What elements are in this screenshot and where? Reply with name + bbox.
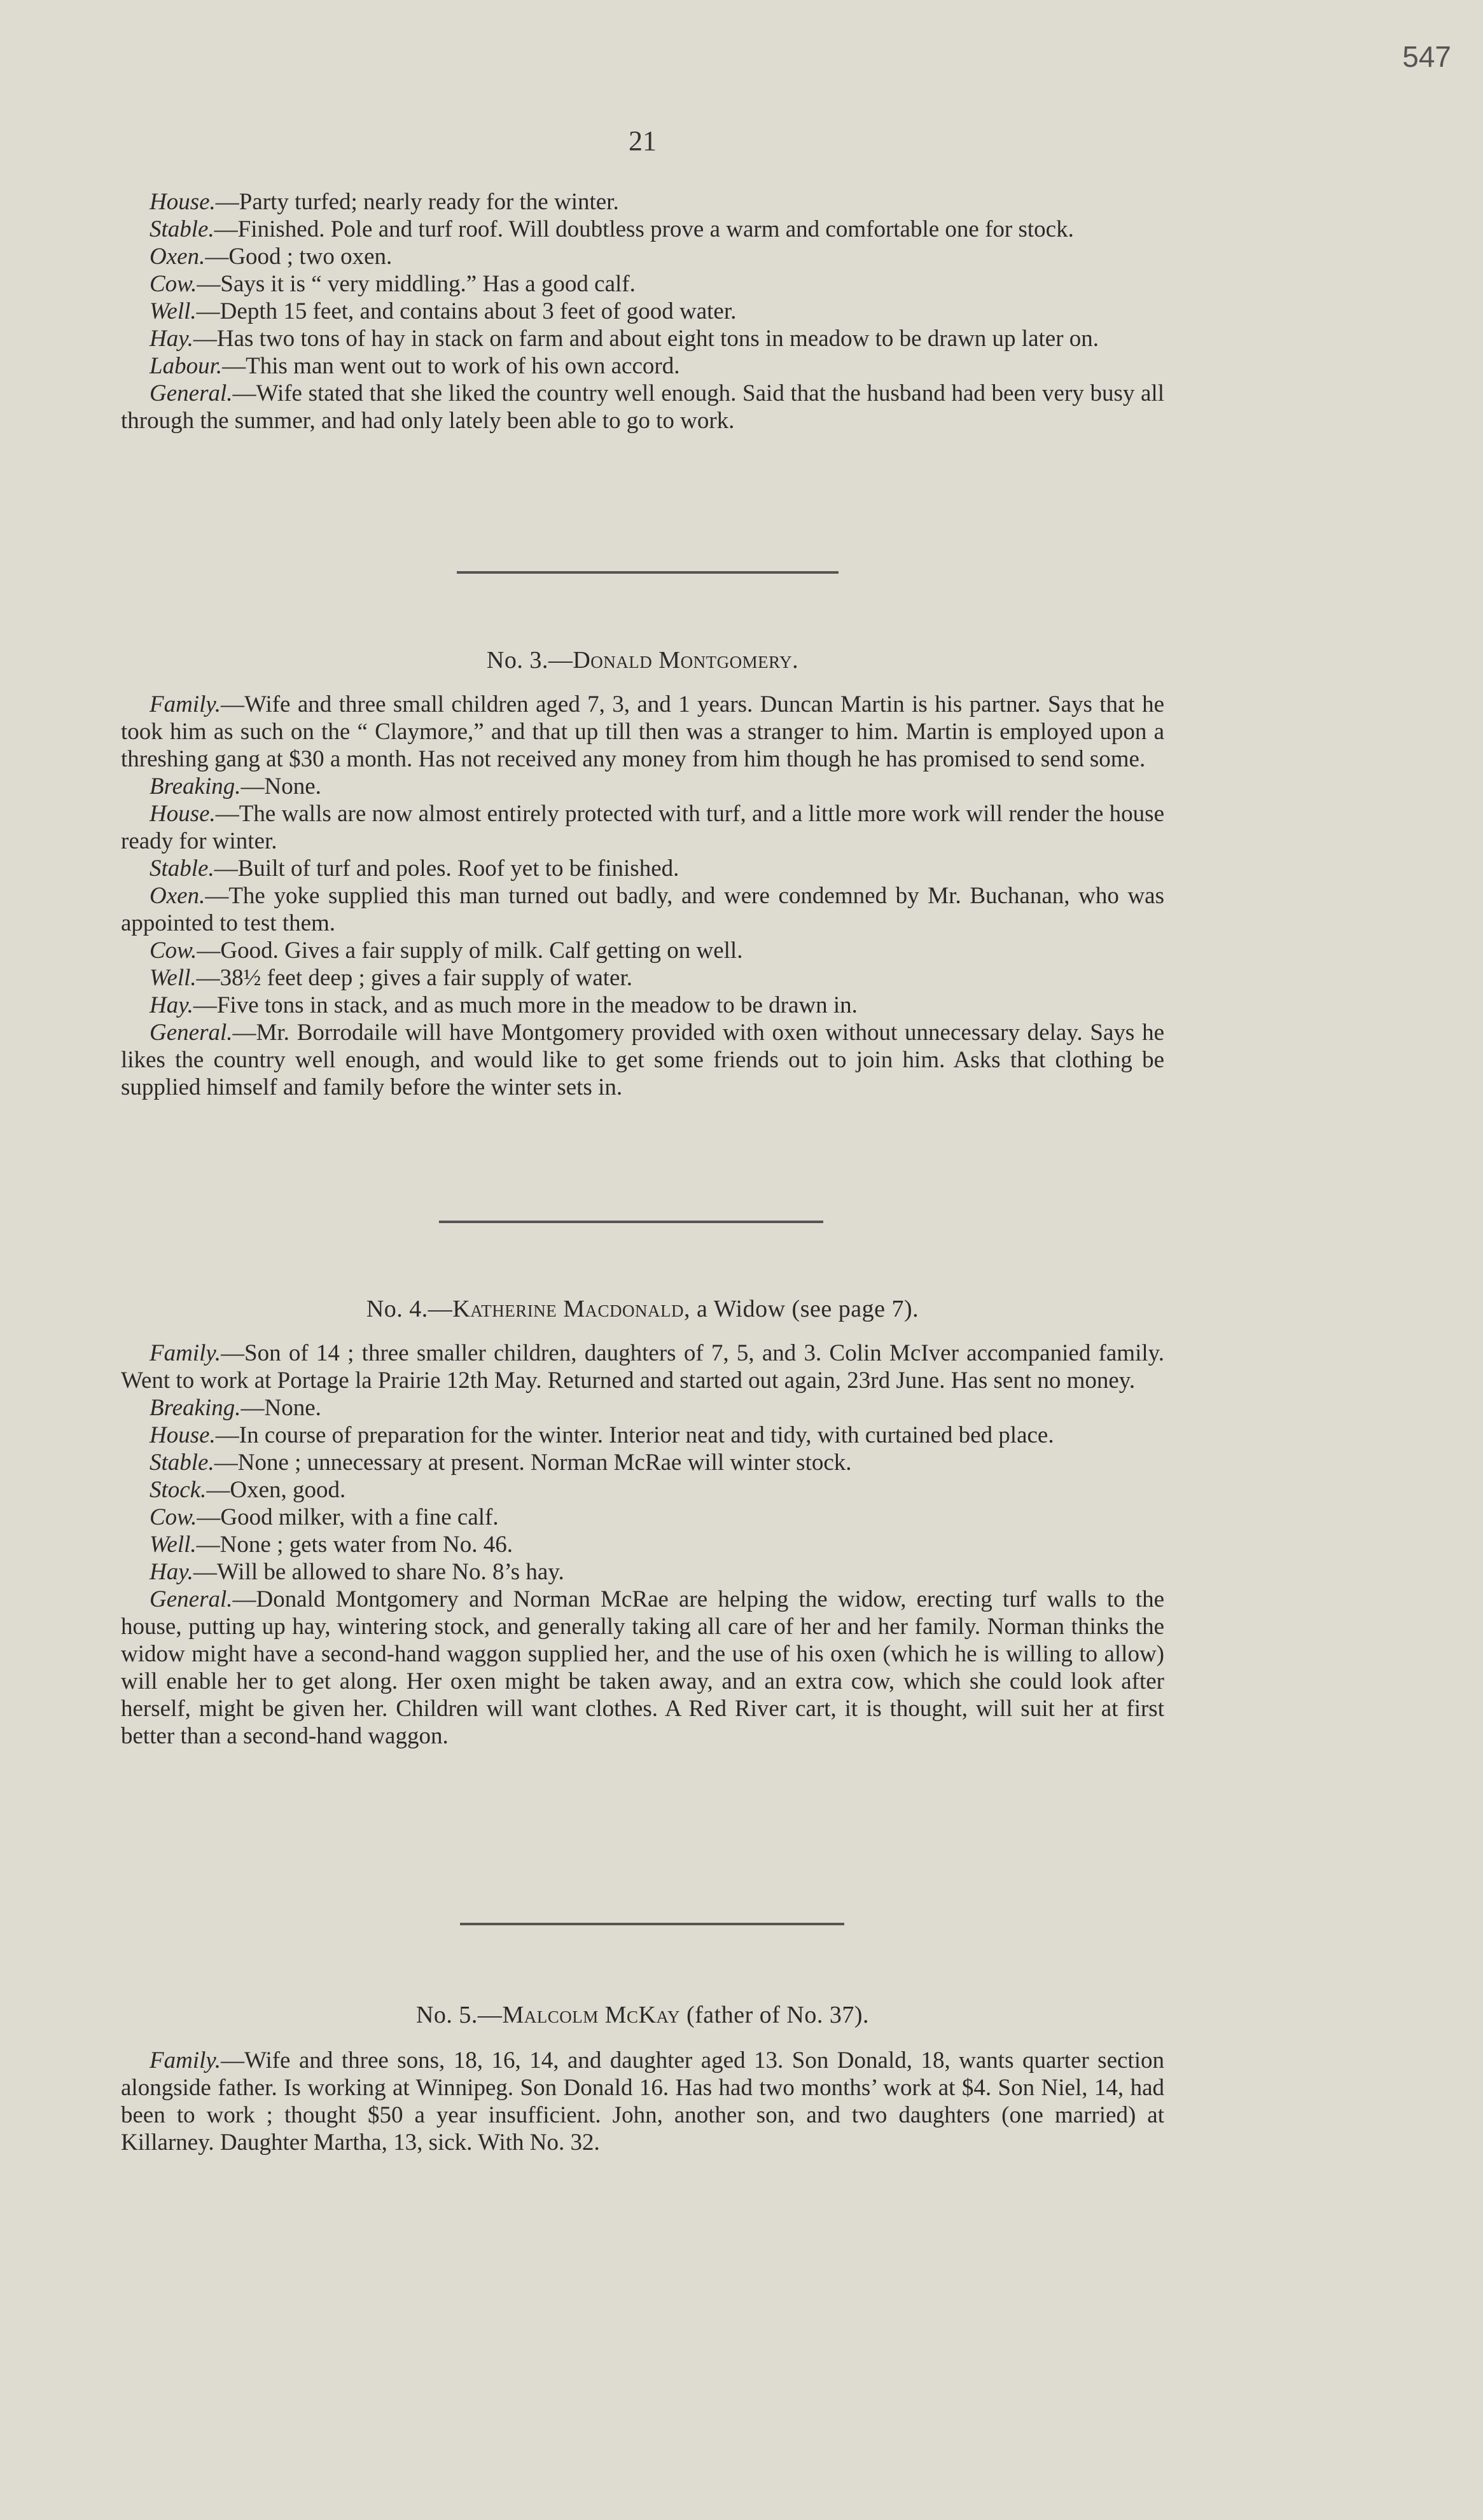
entry-field: Cow. [150, 271, 197, 297]
section-divider [457, 571, 839, 574]
section-no-5 [121, 2047, 1164, 2156]
entry-field: Family. [150, 691, 221, 717]
entry-stable [121, 216, 1164, 243]
heading-prefix: No. 5.— [415, 2002, 503, 2028]
section-divider [439, 1221, 823, 1223]
entry-text: —Five tons in stack, and as much more in the meadow to be drawn in. [193, 992, 858, 1018]
entry-hay [121, 325, 1164, 352]
entry-text: —Wife and three sons, 18, 16, 14, and daughter aged 13. Son Donald, 18, wants quarter section alongside father. Is working at Winnipeg. Son Donald 16. Has had two months’ work at $4. Son Niel, 14, had been to work ; thought $50 a year insufficient. John, another son, and two daughters (one married) at Killarney. Daughter Martha, 13, sick. With No. 32. [121, 2047, 1164, 2156]
entry-text: —Has two tons of hay in stack on farm and about eight tons in meadow to be drawn up later on. [193, 326, 1099, 352]
archive-page-number: 547 [1402, 40, 1451, 73]
entry-hay [121, 992, 1164, 1019]
entry-text: —Will be allowed to share No. 8’s hay. [193, 1559, 564, 1585]
entry-text: —Built of turf and poles. Roof yet to be finished. [214, 855, 679, 882]
entry-text: —None ; gets water from No. 46. [196, 1532, 513, 1558]
section-heading-no-4 [121, 1295, 1164, 1323]
entry-text: —Good milker, with a fine calf. [197, 1504, 499, 1530]
entry-text: —Good ; two oxen. [205, 244, 393, 270]
entry-text: —Mr. Borrodaile will have Montgomery provided with oxen without unnecessary delay. Says he likes the country well enough, and would like to get some friends out to join him. Asks that clothing be supplied himself and family before the winter sets in. [121, 1020, 1164, 1100]
entry-oxen [121, 243, 1164, 270]
entry-stable [121, 855, 1164, 882]
entry-text: —Party turfed; nearly ready for the winter. [215, 189, 619, 215]
heading-suffix: a Widow (see page 7). [690, 1296, 919, 1322]
section-divider [460, 1923, 844, 1925]
entry-text: —Finished. Pole and turf roof. Will doubtless prove a warm and comfortable one for stock. [214, 216, 1074, 242]
entry-field: General. [150, 1586, 233, 1612]
entry-field: House. [150, 801, 216, 827]
entry-field: Stable. [150, 855, 214, 882]
entry-cow [121, 270, 1164, 298]
entry-text: —This man went out to work of his own accord. [222, 353, 680, 379]
entry-text: —Good. Gives a fair supply of milk. Calf getting on well. [197, 938, 743, 964]
entry-field: Well. [150, 965, 197, 991]
section-heading-no-5 [121, 2001, 1164, 2029]
entry-general [121, 1586, 1164, 1750]
entry-field: Breaking. [150, 1395, 241, 1421]
entry-text: —Depth 15 feet, and contains about 3 feet of good water. [196, 298, 737, 324]
entry-field: Stable. [150, 1450, 214, 1476]
entry-text: —Wife and three small children aged 7, 3, and 1 years. Duncan Martin is his partner. Says that he took him as such on the “ Claymore,” and that up till then was a stranger to him. Martin is employed upon a threshing gang at $30 a month. Has not received any money from him though he has promised to send some. [121, 691, 1164, 772]
entry-text: —None. [240, 773, 321, 800]
entry-field: Family. [150, 2047, 221, 2073]
entry-well [121, 964, 1164, 992]
section-no-4 [121, 1340, 1164, 1750]
entry-well [121, 298, 1164, 325]
entry-field: General. [150, 380, 233, 406]
heading-name: Donald Montgomery. [573, 647, 799, 674]
page-number: 21 [629, 125, 657, 156]
heading-prefix: No. 4.— [366, 1296, 453, 1322]
entry-field: Oxen. [150, 883, 205, 909]
entry-family [121, 1340, 1164, 1394]
entry-text: —Donald Montgomery and Norman McRae are helping the widow, erecting turf walls to the house, putting up hay, wintering stock, and generally taking all care of her and her family. Norman thinks the widow might have a second-hand waggon supplied her, and the use of his oxen (which he is willing to allow) will enable her to get along. Her oxen might be taken away, and an extra cow, which she could look after herself, might be given her. Children will want clothes. A Red River cart, it is thought, will suit her at first better than a second-hand waggon. [121, 1586, 1164, 1749]
section-no-3 [121, 691, 1164, 1101]
entry-field: Cow. [150, 1504, 197, 1530]
entry-field: General. [150, 1020, 233, 1046]
entry-general [121, 380, 1164, 434]
entry-text: —The walls are now almost entirely protected with turf, and a little more work will render the house ready for winter. [121, 801, 1164, 854]
heading-prefix: No. 3.— [486, 647, 573, 674]
entry-text: —None. [240, 1395, 321, 1421]
entry-family [121, 691, 1164, 773]
entry-well [121, 1531, 1164, 1558]
section-top [121, 188, 1164, 434]
entry-field: Stable. [150, 216, 214, 242]
entry-house [121, 1422, 1164, 1449]
entry-field: House. [150, 189, 216, 215]
entry-stable [121, 1449, 1164, 1476]
entry-cow [121, 1504, 1164, 1531]
heading-name: Katherine Macdonald, [452, 1296, 691, 1322]
entry-text: —Says it is “ very middling.” Has a good calf. [197, 271, 636, 297]
entry-field: Hay. [150, 1559, 193, 1585]
entry-stock [121, 1476, 1164, 1504]
entry-text: —The yoke supplied this man turned out badly, and were condemned by Mr. Buchanan, who was appointed to test them. [121, 883, 1164, 936]
entry-hay [121, 1558, 1164, 1586]
entry-breaking [121, 773, 1164, 800]
entry-labour [121, 352, 1164, 380]
entry-field: Cow. [150, 938, 197, 964]
heading-name: Malcolm McKay [502, 2002, 680, 2028]
entry-text: —Wife stated that she liked the country well enough. Said that the husband had been very busy all through the summer, and had only lately been able to go to work. [121, 380, 1164, 434]
entry-breaking [121, 1394, 1164, 1422]
entry-text: —None ; unnecessary at present. Norman McRae will winter stock. [214, 1450, 852, 1476]
entry-oxen [121, 882, 1164, 937]
entry-text: —In course of preparation for the winter. Interior neat and tidy, with curtained bed place. [215, 1422, 1054, 1448]
heading-suffix: (father of No. 37). [679, 2002, 869, 2028]
entry-field: Stock. [150, 1477, 207, 1503]
entry-field: Well. [150, 298, 197, 324]
entry-field: Well. [150, 1532, 197, 1558]
entry-house [121, 800, 1164, 855]
entry-general [121, 1019, 1164, 1101]
section-heading-no-3 [121, 646, 1164, 674]
entry-field: Hay. [150, 992, 193, 1018]
entry-field: Family. [150, 1340, 221, 1366]
entry-field: House. [150, 1422, 216, 1448]
entry-field: Labour. [150, 353, 223, 379]
entry-field: Hay. [150, 326, 193, 352]
entry-text: —Son of 14 ; three smaller children, daughters of 7, 5, and 3. Colin McIver accompanied family. Went to work at Portage la Prairie 12th May. Returned and started out again, 23rd June. Has sent no money. [121, 1340, 1164, 1394]
entry-text: —38½ feet deep ; gives a fair supply of water. [196, 965, 632, 991]
entry-field: Breaking. [150, 773, 241, 800]
entry-family [121, 2047, 1164, 2156]
entry-cow [121, 937, 1164, 964]
entry-field: Oxen. [150, 244, 205, 270]
entry-text: —Oxen, good. [206, 1477, 346, 1503]
entry-house [121, 188, 1164, 216]
